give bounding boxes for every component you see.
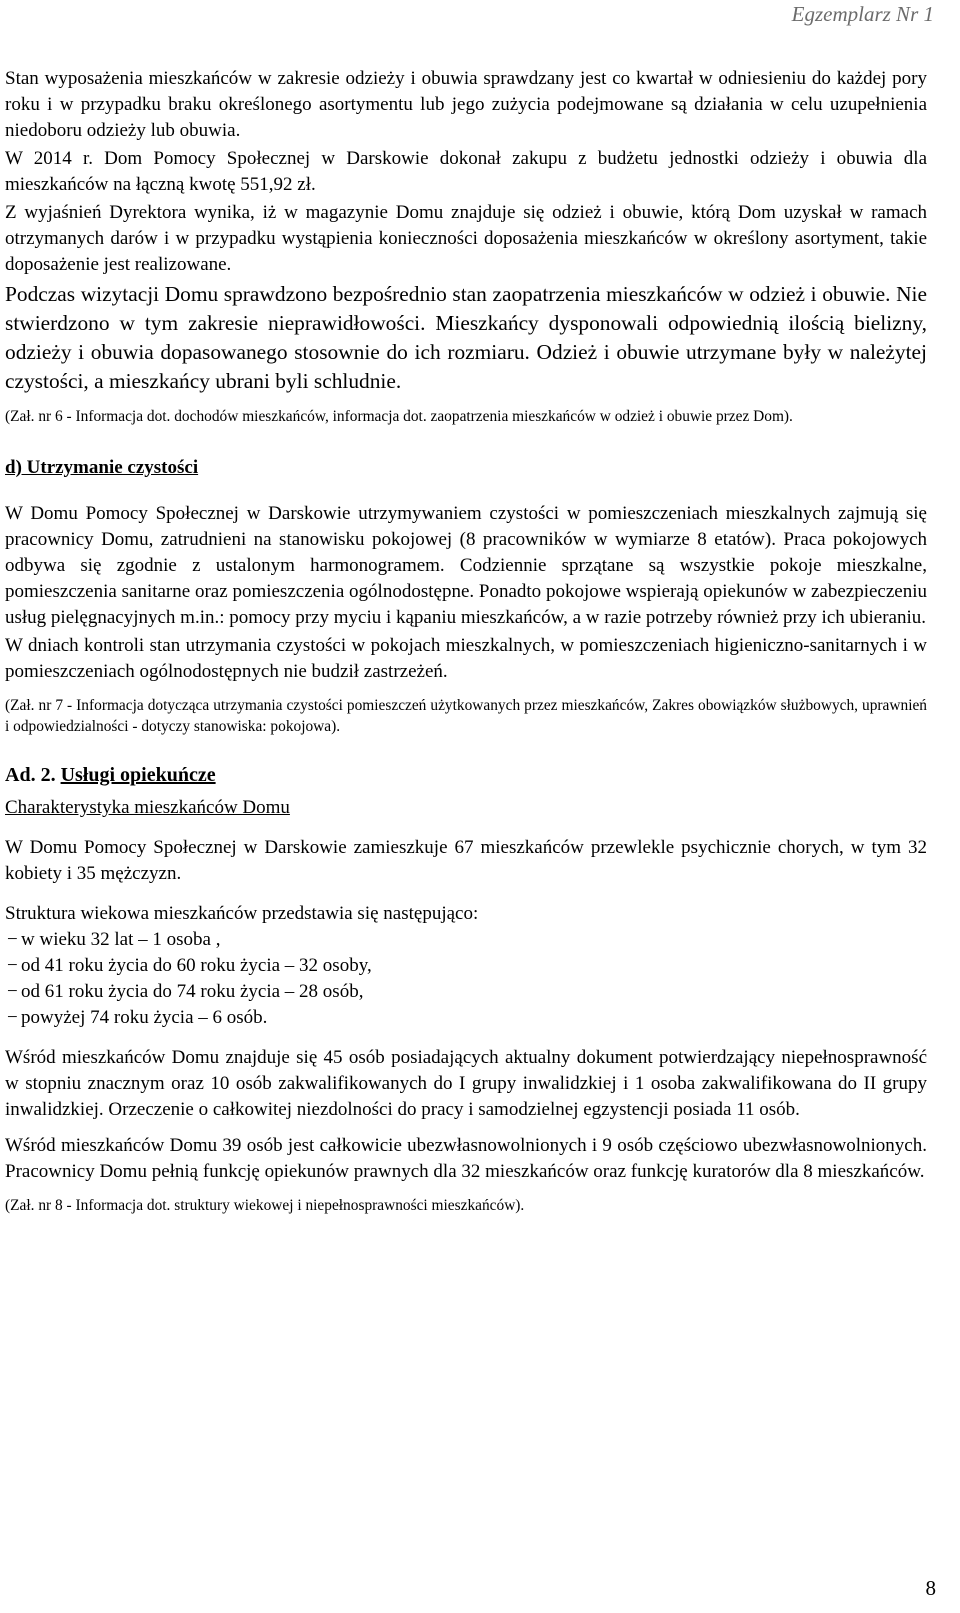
subheading-residents: Charakterystyka mieszkańców Domu	[5, 797, 290, 818]
attachment-note-7: (Zał. nr 7 - Informacja dotycząca utrzymania czystości pomieszczeń użytkowanych przez mieszkańców, Zakres obowiązków służbowych, uprawnień i odpowiedzialności - dotyczy stanowiska: pokojowa).	[5, 697, 927, 735]
list-item: − powyżej 74 roku życia – 6 osób.	[7, 1007, 268, 1028]
list-item: − od 41 roku życia do 60 roku życia – 32 osoby,	[7, 955, 372, 976]
paragraph-incapacitation: Wśród mieszkańców Domu 39 osób jest całkowicie ubezwłasnowolnionych i 9 osób częściowo ubezwłasnowolnionych. Pracownicy Domu pełnią funkcję opiekunów prawnych dla 32 mieszkańców oraz funkcję kuratorów dla 8 mieszkańców.	[5, 1135, 927, 1182]
age-structure-list	[5, 927, 927, 1031]
copy-label: Egzemplarz Nr 1	[791, 2, 934, 26]
attachment-note-8: (Zał. nr 8 - Informacja dot. struktury wiekowej i niepełnosprawności mieszkańców).	[5, 1197, 525, 1214]
section-heading-cleanliness: d) Utrzymanie czystości	[5, 457, 199, 478]
paragraph-cleaning-staff: W Domu Pomocy Społecznej w Darskowie utrzymywaniem czystości w pomieszczeniach mieszkalnych zajmują się pracownicy Domu, zatrudnieni na stanowisku pokojowej (8 pracowników w wymiarze 8 etatów). Praca pokojowych odbywa się zgodnie z ustalonym harmonogramem. Codziennie sprzątane są wszystkie pokoje mieszkalne, pomieszczenia sanitarne oraz pomieszczenia ogólnodostępne. Ponadto pokojowe wspierają opiekunów w zabezpieczeniu usług pielęgnacyjnych m.in.: pomocy przy myciu i kąpaniu mieszkańców, a w razie potrzeby również przy ich ubieraniu.	[5, 503, 927, 628]
heading-prefix: Ad. 2.	[5, 764, 56, 786]
page-number: 8	[925, 1576, 936, 1600]
paragraph-clothing-inventory: Stan wyposażenia mieszkańców w zakresie odzieży i obuwia sprawdzany jest co kwartał w odniesieniu do każdej pory roku i w przypadku braku określonego asortymentu lub jego zużycia podejmowane są działania w celu uzupełnienia niedoboru odzieży lub obuwia.	[5, 68, 927, 141]
section-heading-care-services	[5, 761, 927, 789]
paragraph-resident-count: W Domu Pomocy Społecznej w Darskowie zamieszkuje 67 mieszkańców przewlekle psychicznie chorych, w tym 32 kobiety i 35 mężczyzn.	[5, 837, 927, 884]
paragraph-age-structure-intro: Struktura wiekowa mieszkańców przedstawia się następująco:	[5, 903, 479, 924]
paragraph-purchase-2014: W 2014 r. Dom Pomocy Społecznej w Darskowie dokonał zakupu z budżetu jednostki odzieży i obuwia dla mieszkańców na łączną kwotę 551,92 zł.	[5, 148, 927, 195]
paragraph-disability: Wśród mieszkańców Domu znajduje się 45 osób posiadających aktualny dokument potwierdzający niepełnosprawność w stopniu znacznym oraz 10 osób zakwalifikowanych do I grupy inwalidzkiej i 1 osoba zakwalifikowana do II grupy inwalidzkiej. Orzeczenie o całkowitej niezdolności do pracy i samodzielnej egzystencji posiada 11 osób.	[5, 1047, 927, 1120]
paragraph-director-explanation: Z wyjaśnień Dyrektora wynika, iż w magazynie Domu znajduje się odzież i obuwie, którą Dom uzyskał w ramach otrzymanych darów i w przypadku wystąpienia konieczności doposażenia mieszkańców w określony asortyment, takie doposażenie jest realizowane.	[5, 202, 927, 275]
list-item: − w wieku 32 lat – 1 osoba ,	[7, 929, 221, 950]
list-item: − od 61 roku życia do 74 roku życia – 28 osób,	[7, 981, 364, 1002]
paragraph-inspection-findings: Podczas wizytacji Domu sprawdzono bezpośrednio stan zaopatrzenia mieszkańców w odzież i obuwie. Nie stwierdzono w tym zakresie nieprawidłowości. Mieszkańcy dysponowali odpowiednią ilością bielizny, odzieży i obuwia dopasowanego stosownie do ich rozmiaru. Odzież i obuwie utrzymane były w należytej czystości, a mieszkańcy ubrani byli schludnie.	[5, 282, 927, 393]
paragraph-cleanliness-findings: W dniach kontroli stan utrzymania czystości w pokojach mieszkalnych, w pomieszczeniach higieniczno-sanitarnych i w pomieszczeniach ogólnodostępnych nie budził zastrzeżeń.	[5, 635, 927, 682]
document-body	[5, 66, 927, 1216]
attachment-note-6: (Zał. nr 6 - Informacja dot. dochodów mieszkańców, informacja dot. zaopatrzenia mieszkańców w odzież i obuwie przez Dom).	[5, 408, 793, 425]
heading-title: Usługi opiekuńcze	[60, 764, 216, 786]
